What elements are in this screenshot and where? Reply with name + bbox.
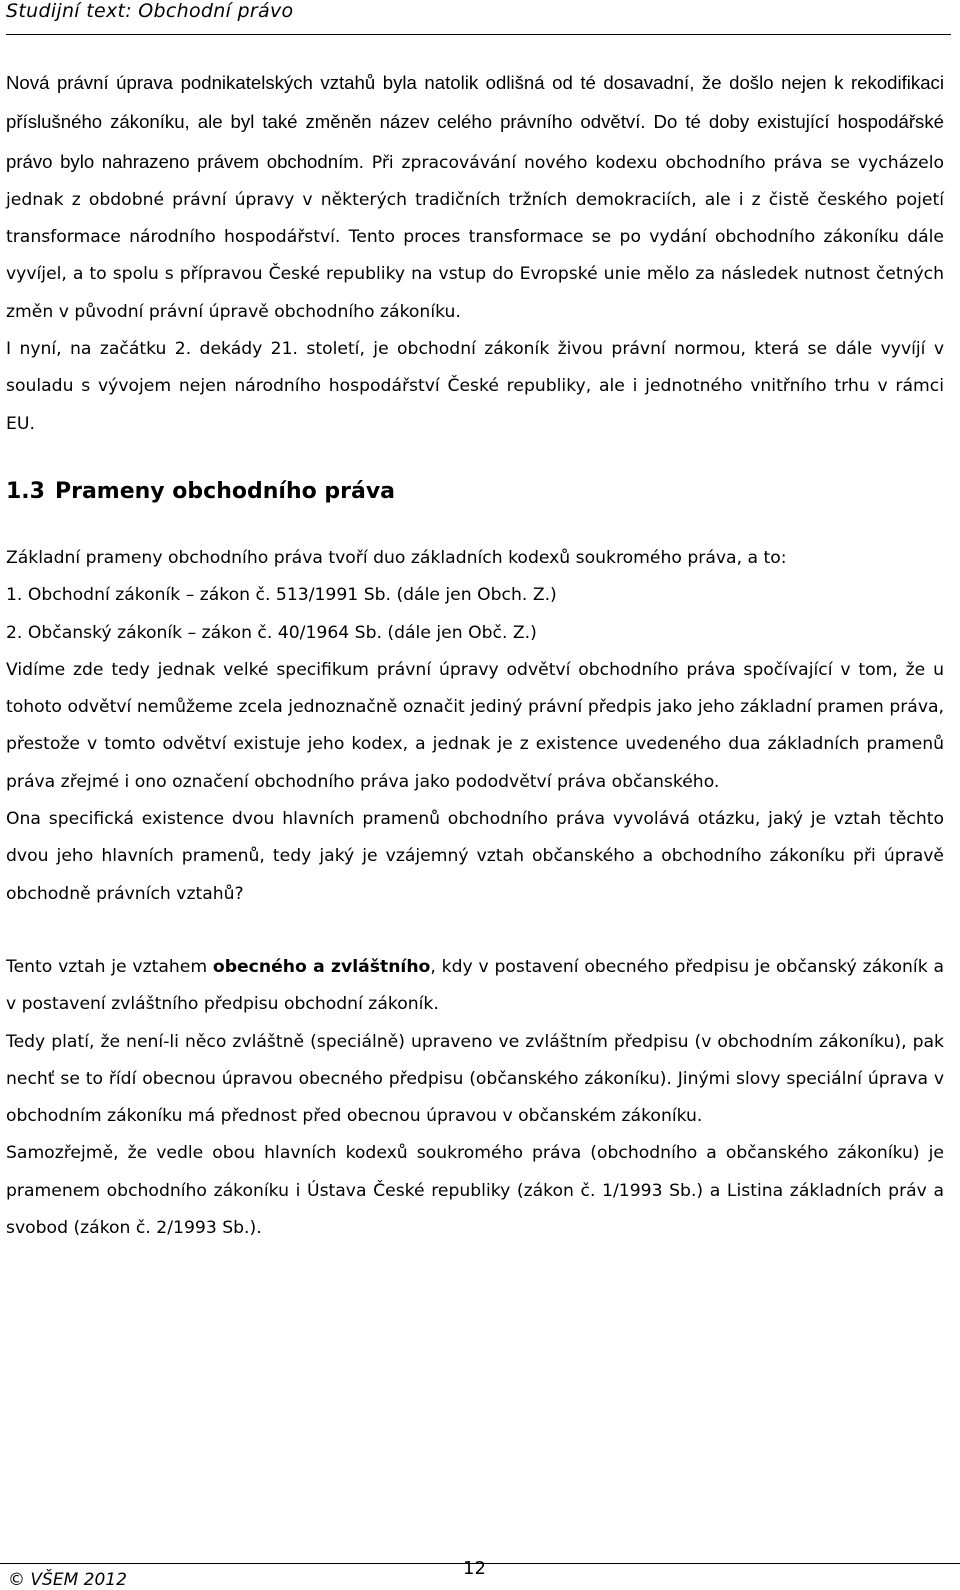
relationship-bold-term: obecného a zvláštního bbox=[212, 956, 431, 977]
page-number: 12 bbox=[463, 1558, 486, 1579]
page-footer bbox=[0, 1558, 960, 1590]
document-body bbox=[6, 64, 944, 1247]
paragraph-relationship bbox=[6, 949, 944, 1024]
document-title: Studijní text: Obchodní právo bbox=[6, 0, 294, 22]
section-title: Prameny obchodního práva bbox=[54, 478, 396, 504]
section-heading bbox=[6, 479, 944, 504]
paragraph-intro-part2: Při zpracovávání nového kodexu obchodního práva se vycházelo jednak z obdobné právní úpravy v některých tradičních tržních demokraciích, ale i z čistě českého pojetí transformace národního hospodářství. Tento proces transformace se po vydání obchodního zákoníku dále vyvíjel, a to spolu s přípravou České republiky na vstup do Evropské unie mělo za následek nutnost četných změn v původní právní úpravě obchodního zákoníku. bbox=[6, 152, 945, 322]
page-header bbox=[6, 0, 951, 35]
paragraph-specifics: Vidíme zde tedy jednak velké specifikum právní úpravy odvětví obchodního práva spočívající v tom, že u tohoto odvětví nemůžeme zcela jednoznačně označit jediný právní předpis jako jeho základní pramen práva, přestože v tomto odvětví existuje jeho kodex, a jednak je z existence uvedeného dua základních pramenů práva zřejmé i ono označení obchodního práva jako pododvětví práva občanského. bbox=[6, 659, 944, 792]
paragraph-question: Ona specifická existence dvou hlavních pramenů obchodního práva vyvolává otázku, jaký je vztah těchto dvou jeho hlavních pramenů, tedy jaký je vzájemný vztah občanského a obchodního zákoníku při úpravě obchodně právních vztahů? bbox=[6, 809, 944, 904]
list-item: 1. Obchodní zákoník – zákon č. 513/1991 Sb. (dále jen Obch. Z.) bbox=[6, 585, 557, 606]
paragraph-intro bbox=[6, 64, 944, 331]
relationship-text-end: , kdy v postavení obecného předpisu je občanský zákoník a v postavení zvláštního předpisu obchodní zákoník. bbox=[6, 956, 944, 1015]
footer-copyright: © VŠEM 2012 bbox=[8, 1570, 127, 1590]
list-item: 2. Občanský zákoník – zákon č. 40/1964 Sb. (dále jen Obč. Z.) bbox=[6, 622, 537, 643]
paragraph-current-state: I nyní, na začátku 2. dekády 21. století, je obchodní zákoník živou právní normou, která se dále vyvíjí v souladu s vývojem nejen národního hospodářství České republiky, ale i jednotného vnitřního trhu v rámci EU. bbox=[6, 339, 944, 434]
paragraph-intro-part1: Nová právní úprava podnikatelských vztahů byla natolik odlišná od té dosavadní, že došlo nejen k rekodifikaci příslušného zákoníku, ale byl také změněn název celého právního odvětví. Do té doby existující hospodářské právo bylo nahrazeno právem obchodním. bbox=[6, 72, 944, 172]
section-number: 1.3 bbox=[6, 478, 45, 504]
paragraph-constitution: Samozřejmě, že vedle obou hlavních kodexů soukromého práva (obchodního a občanského zákoníku) je pramenem obchodního zákoníku i Ústava České republiky (zákon č. 1/1993 Sb.) a Listina základních práv a svobod (zákon č. 2/1993 Sb.). bbox=[6, 1143, 944, 1239]
paragraph-sources: Základní prameny obchodního práva tvoří duo základních kodexů soukromého práva, a to: bbox=[6, 547, 787, 568]
paragraph-precedence: Tedy platí, že není-li něco zvláštně (speciálně) upraveno ve zvláštním předpisu (v obchodním zákoníku), pak nechť se to řídí obecnou úpravou obecného předpisu (občanského zákoníku). Jinými slovy speciální úprava v obchodním zákoníku má přednost před obecnou úpravou v občanském zákoníku. bbox=[6, 1031, 944, 1127]
relationship-text-start: Tento vztah je vztahem bbox=[6, 956, 213, 977]
